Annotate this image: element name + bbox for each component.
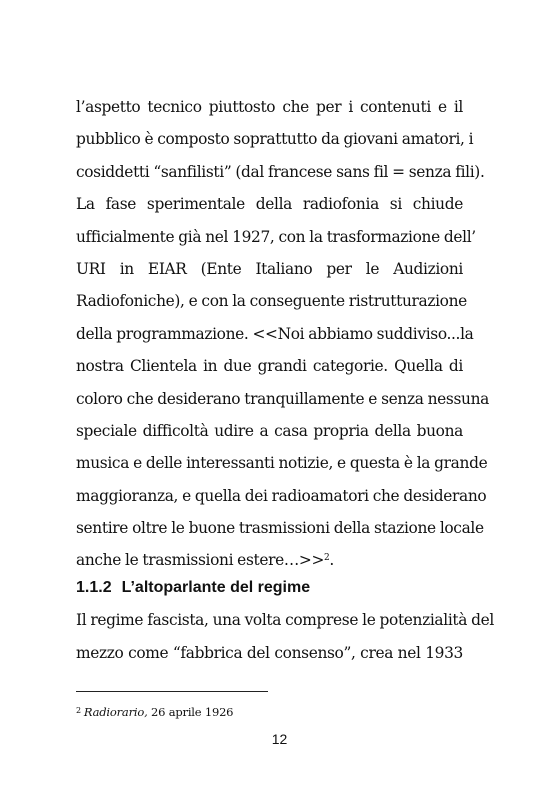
body-line-13: maggioranza, e quella dei radioamatori che desiderano — [76, 487, 487, 505]
body-line-4: La fase sperimentale della radiofonia si chiude — [76, 195, 463, 213]
body-line-5: ufficialmente già nel 1927, con la trasformazione dell’ — [76, 228, 476, 246]
body-line-14: sentire oltre le buone trasmissioni della stazione locale — [76, 519, 484, 537]
footnote-divider — [76, 691, 268, 692]
section-title: L’altoparlante del regime — [121, 579, 311, 596]
body-line-15 — [76, 550, 463, 570]
body-line-10: coloro che desiderano tranquillamente e senza nessuna — [76, 390, 489, 408]
body-line-3: cosiddetti “sanfilisti” (dal francese sans fil = senza fili). — [76, 163, 485, 181]
footnote — [76, 704, 233, 720]
body-line-6: URI in EIAR (Ente Italiano per le Audizioni — [76, 260, 463, 278]
footnote-date: 26 aprile 1926 — [151, 705, 234, 719]
footnote-reference: 2 — [323, 553, 330, 563]
period: . — [329, 551, 334, 569]
body-line-9: nostra Clientela in due grandi categorie. Quella di — [76, 357, 463, 375]
body-line-15-text: anche le trasmissioni estere…>> — [76, 551, 324, 569]
body-line-16: Il regime fascista, una volta comprese le potenzialità del — [76, 611, 494, 629]
page-number: 12 — [271, 731, 288, 747]
body-line-1: l’aspetto tecnico piuttosto che per i contenuti e il — [76, 98, 463, 116]
body-line-17: mezzo come “fabbrica del consenso”, crea nel 1933 — [76, 644, 463, 662]
section-number: 1.1.2 — [76, 579, 112, 596]
body-line-7: Radiofoniche), e con la conseguente ristrutturazione — [76, 292, 467, 310]
section-heading — [76, 577, 310, 599]
body-line-2: pubblico è composto soprattutto da giovani amatori, i — [76, 130, 474, 148]
footnote-source: Radiorario, — [83, 705, 148, 719]
footnote-mark: 2 — [76, 706, 81, 715]
body-line-11: speciale difficoltà udire a casa propria della buona — [76, 422, 463, 440]
body-line-8: della programmazione. <<Noi abbiamo suddiviso...la — [76, 325, 474, 343]
body-line-12: musica e delle interessanti notizie, e questa è la grande — [76, 454, 488, 472]
